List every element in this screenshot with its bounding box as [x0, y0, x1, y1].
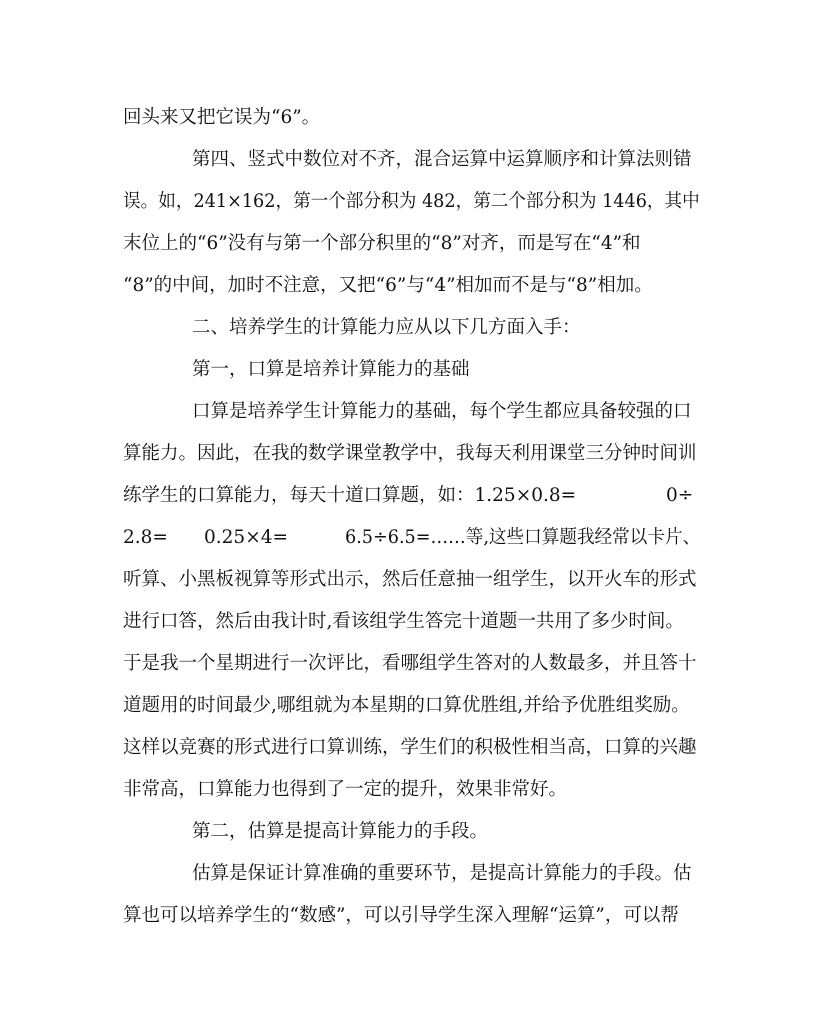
- text-line: [0, 436, 816, 472]
- text-line: [0, 646, 816, 682]
- text-line: [0, 394, 816, 430]
- text-line-content: 练学生的口算能力，每天十道口算题，如：1.25×0.8=: [123, 485, 577, 506]
- text-line: [0, 772, 816, 808]
- text-line-fragment: 0.25×4=: [204, 527, 288, 548]
- text-line-content: 这样以竞赛的形式进行口算训练，学生们的积极性相当高，口算的兴趣: [123, 737, 697, 758]
- text-line: [0, 688, 816, 724]
- text-line-content: 进行口答，然后由我计时,看该组学生答完十道题一共用了多少时间。: [123, 611, 684, 632]
- text-line-content: “8”的中间，加时不注意，又把“6”与“4”相加而不是与“8”相加。: [123, 275, 653, 296]
- text-line-fragment: 6.5÷6.5=……等,这些口算题我经常以卡片、: [345, 527, 701, 548]
- text-line-content: 回头来又把它误为“6”。: [123, 107, 321, 128]
- subsection-heading: [0, 352, 816, 388]
- subsection-heading-text: 第一，口算是培养计算能力的基础: [192, 359, 470, 380]
- text-line: [0, 562, 816, 598]
- text-line: [0, 184, 816, 220]
- subsection-heading: [0, 814, 816, 850]
- text-line-content: 算也可以培养学生的“数感”，可以引导学生深入理解“运算”，可以帮: [123, 905, 679, 926]
- subsection-heading-text: 第二，估算是提高计算能力的手段。: [192, 821, 489, 842]
- text-line-content: 口算是培养学生计算能力的基础，每个学生都应具备较强的口: [192, 401, 692, 422]
- text-line: [0, 226, 816, 262]
- text-line-content: 末位上的“6”没有与第一个部分积里的“8”对齐，而是写在“4”和: [123, 233, 641, 254]
- text-line: [0, 730, 816, 766]
- text-line-content: 估算是保证计算准确的重要环节，是提高计算能力的手段。估: [192, 863, 692, 884]
- text-line-content: 误。如，241×162，第一个部分积为 482，第二个部分积为 1446，其中: [123, 191, 700, 212]
- section-heading: [0, 310, 816, 346]
- text-line: [0, 142, 816, 178]
- text-line: [0, 100, 816, 136]
- text-line-content: 于是我一个星期进行一次评比，看哪组学生答对的人数最多，并且答十: [123, 653, 697, 674]
- text-line: [0, 268, 816, 304]
- text-line-content: 算能力。因此，在我的数学课堂教学中，我每天利用课堂三分钟时间训: [123, 443, 697, 464]
- text-line-content: 第四、竖式中数位对不齐，混合运算中运算顺序和计算法则错: [192, 149, 692, 170]
- section-heading-text: 二、培养学生的计算能力应从以下几方面入手：: [192, 317, 581, 338]
- text-line-content: 非常高，口算能力也得到了一定的提升，效果非常好。: [123, 779, 568, 800]
- text-line: [0, 898, 816, 934]
- text-line-fragment: 2.8=: [123, 527, 168, 548]
- text-line-content: 听算、小黑板视算等形式出示，然后任意抽一组学生，以开火车的形式: [123, 569, 697, 590]
- text-line: [0, 520, 816, 556]
- text-line: [0, 478, 816, 514]
- text-line-fragment: 0÷: [666, 485, 694, 506]
- text-line: [0, 856, 816, 892]
- text-line-content: 道题用的时间最少,哪组就为本星期的口算优胜组,并给予优胜组奖励。: [123, 695, 690, 716]
- text-line: [0, 604, 816, 640]
